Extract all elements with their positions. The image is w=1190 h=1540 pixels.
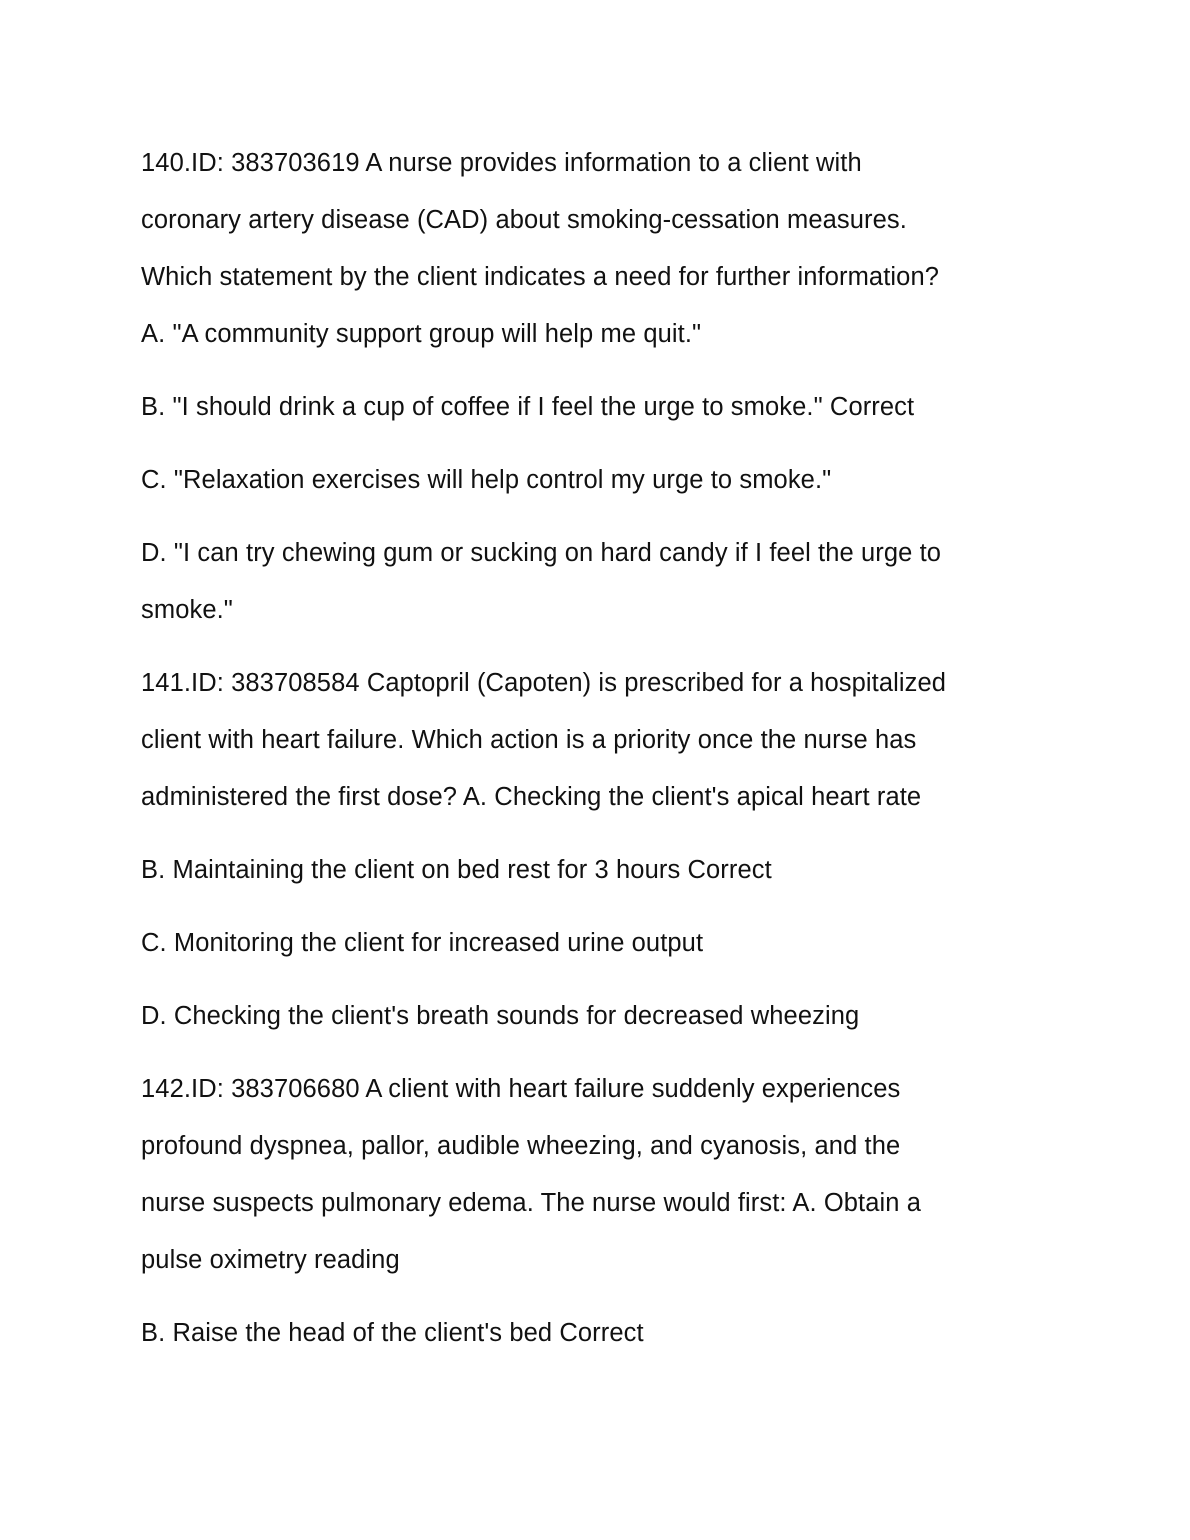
question-140-option-d <box>141 525 1061 639</box>
text-line: C. Monitoring the client for increased urine output <box>141 929 704 957</box>
question-141-option-c <box>141 915 1061 972</box>
question-141-stem <box>141 655 1061 826</box>
text-line: B. Maintaining the client on bed rest for 3 hours Correct <box>141 856 772 884</box>
text-line: 141.ID: 383708584 Captopril (Capoten) is prescribed for a hospitalized <box>141 669 947 697</box>
question-140-option-c <box>141 452 1061 509</box>
text-line: profound dyspnea, pallor, audible wheezing, and cyanosis, and the <box>141 1132 901 1160</box>
text-line: 142.ID: 383706680 A client with heart failure suddenly experiences <box>141 1075 901 1103</box>
text-line: D. "I can try chewing gum or sucking on hard candy if I feel the urge to <box>141 539 942 567</box>
text-line: smoke." <box>141 596 233 624</box>
text-line: administered the first dose? A. Checking the client's apical heart rate <box>141 783 922 811</box>
question-140-option-b <box>141 379 1061 436</box>
text-line: C. "Relaxation exercises will help control my urge to smoke." <box>141 466 832 494</box>
question-142-option-b <box>141 1305 1061 1362</box>
question-140-option-a: A. "A community support group will help me quit." <box>141 320 702 348</box>
text-line: Which statement by the client indicates a need for further information? <box>141 263 940 291</box>
text-line: client with heart failure. Which action is a priority once the nurse has <box>141 726 917 754</box>
text-line: B. Raise the head of the client's bed Correct <box>141 1319 644 1347</box>
text-line: D. Checking the client's breath sounds for decreased wheezing <box>141 1002 860 1030</box>
document-body <box>141 135 1061 1378</box>
question-141-option-d <box>141 988 1061 1045</box>
text-line: nurse suspects pulmonary edema. The nurse would first: A. Obtain a <box>141 1189 922 1217</box>
question-141-option-b <box>141 842 1061 899</box>
question-142-stem <box>141 1061 1061 1289</box>
question-140-stem <box>141 135 1061 363</box>
text-line: pulse oximetry reading <box>141 1246 400 1274</box>
text-line: coronary artery disease (CAD) about smoking-cessation measures. <box>141 206 907 234</box>
text-line: 140.ID: 383703619 A nurse provides information to a client with <box>141 149 862 177</box>
text-line: B. "I should drink a cup of coffee if I feel the urge to smoke." Correct <box>141 393 915 421</box>
